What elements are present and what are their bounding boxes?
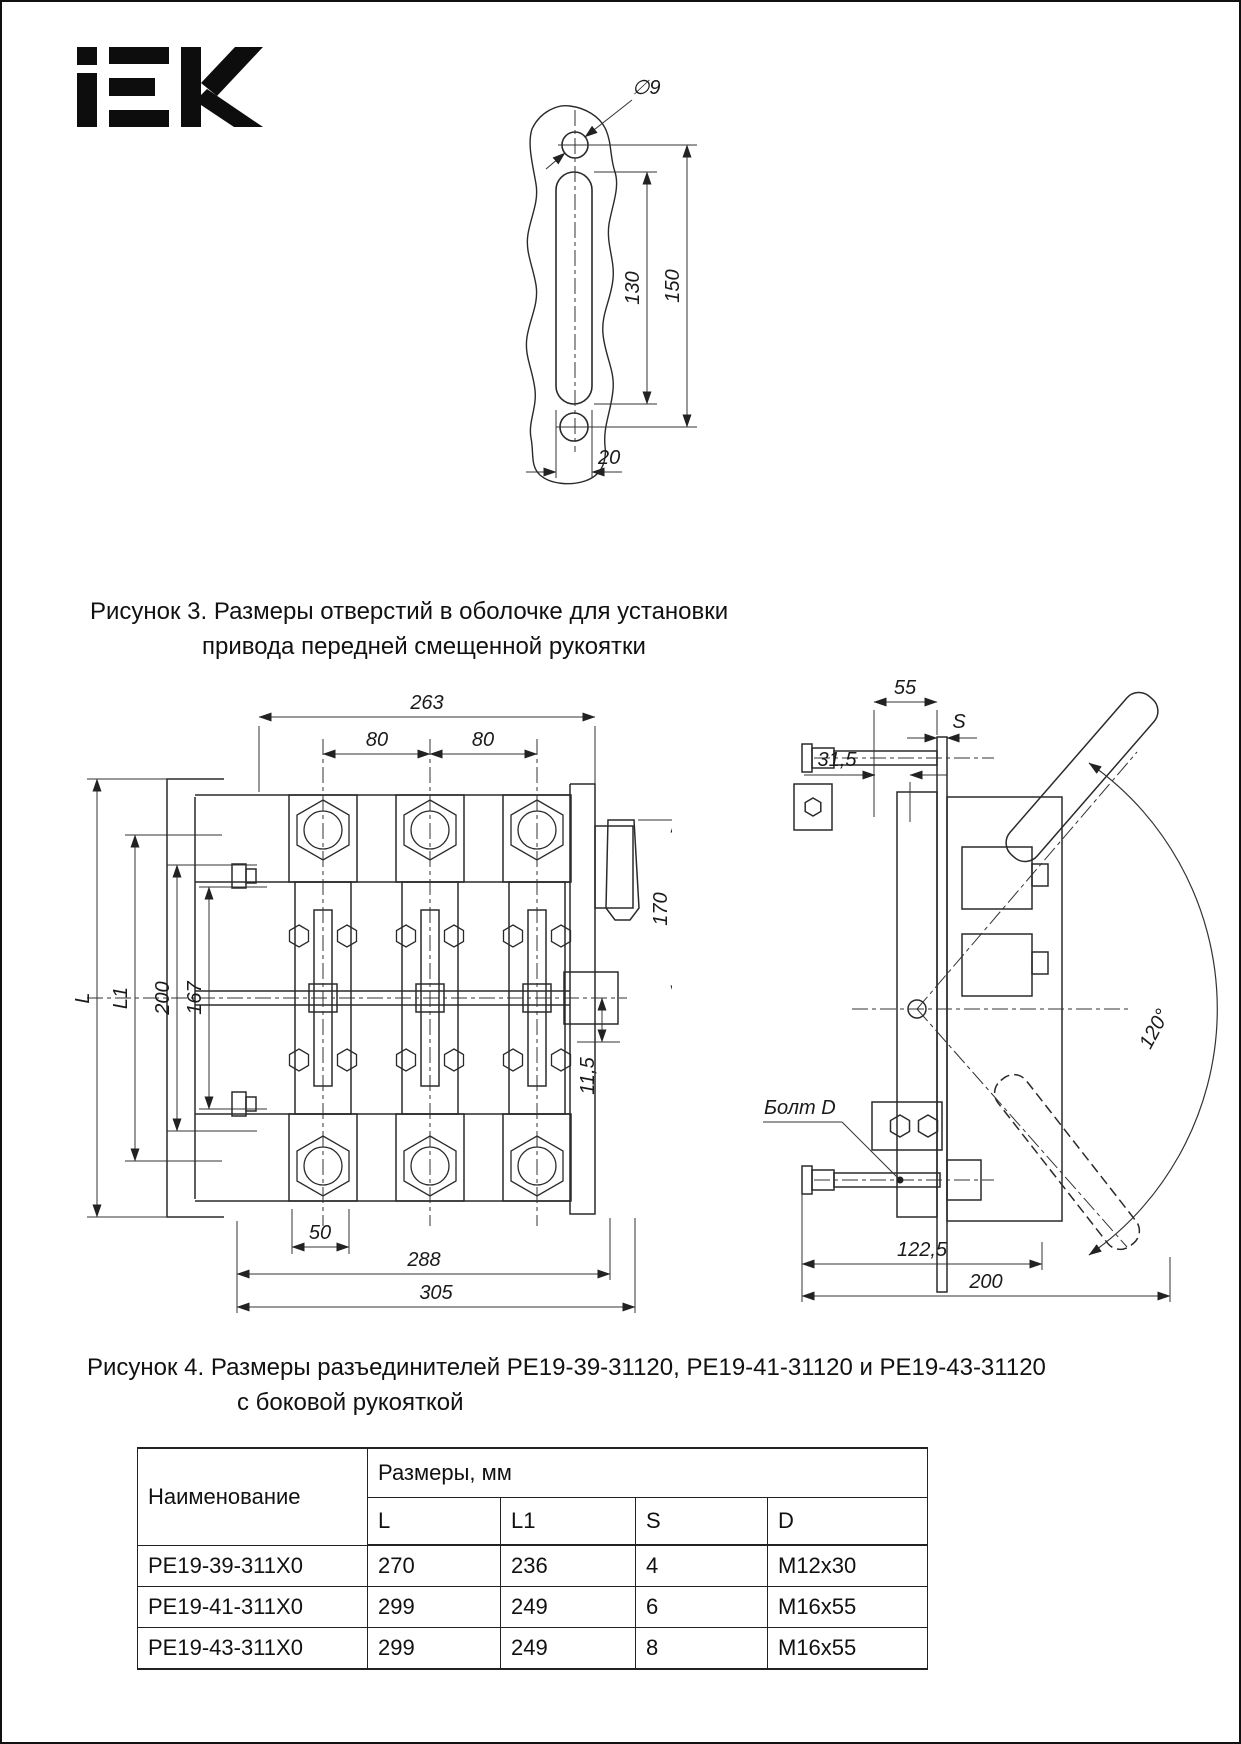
cell-D: M16x55 bbox=[768, 1628, 928, 1670]
iek-logo-graphic bbox=[77, 47, 267, 127]
dim-hole-diameter: ∅9 bbox=[632, 77, 661, 99]
table-col-D: D bbox=[768, 1498, 928, 1546]
dim-width-305: 305 bbox=[419, 1282, 453, 1304]
cell-D: M12x30 bbox=[768, 1545, 928, 1587]
caption-figure3-line2: привода передней смещенной рукоятки bbox=[202, 633, 646, 660]
table-header-dims: Размеры, мм bbox=[368, 1448, 928, 1498]
cell-D: M16x55 bbox=[768, 1587, 928, 1628]
dim-overall-length: 150 bbox=[662, 269, 684, 303]
front-dimension-lines bbox=[87, 717, 672, 1313]
bolt-leader-dot bbox=[897, 1177, 904, 1184]
cell-S: 6 bbox=[636, 1587, 768, 1628]
caption-figure4-line2: с боковой рукояткой bbox=[237, 1389, 464, 1416]
dim-offset-11-5: 11,5 bbox=[577, 1057, 599, 1095]
dim-slot-length: 130 bbox=[622, 271, 644, 305]
handle-slot bbox=[556, 172, 592, 404]
side-dimension-lines bbox=[763, 702, 1170, 1302]
dim-pole-pitch-left: 80 bbox=[365, 729, 389, 751]
dim-plate-thickness: S bbox=[952, 711, 966, 733]
cell-L1: 249 bbox=[501, 1628, 636, 1670]
dim-pad-width-50: 50 bbox=[308, 1222, 332, 1244]
dim-overall-width: 263 bbox=[410, 692, 444, 714]
dim-pole-pitch-right: 80 bbox=[471, 729, 495, 751]
dim-width-122-5: 122,5 bbox=[896, 1239, 948, 1261]
cell-S: 8 bbox=[636, 1628, 768, 1670]
caption-figure3-line1: Рисунок 3. Размеры отверстий в оболочке для установки bbox=[90, 598, 729, 625]
dim-height-L1: L1 bbox=[110, 986, 132, 1010]
cell-S: 4 bbox=[636, 1545, 768, 1587]
dim-handle-angle: 120° bbox=[1135, 1005, 1175, 1053]
table-row bbox=[138, 1545, 928, 1587]
table-row bbox=[138, 1628, 928, 1670]
spec-table bbox=[137, 1447, 928, 1670]
cell-L: 299 bbox=[368, 1628, 501, 1670]
dim-handle-height: 170 bbox=[650, 892, 672, 926]
dim-width-288: 288 bbox=[407, 1249, 441, 1271]
figure4-front-view-drawing bbox=[72, 614, 672, 1314]
caption-figure4-line1: Рисунок 4. Размеры разъединителей РЕ19-39-31120, РЕ19-41-31120 и РЕ19-43-31120 bbox=[87, 1354, 1046, 1381]
iek-logo bbox=[77, 47, 267, 127]
side-handle bbox=[606, 820, 639, 920]
cell-L1: 236 bbox=[501, 1545, 636, 1587]
cell-name: РЕ19-39-311Х0 bbox=[138, 1545, 368, 1587]
spec-table-container bbox=[137, 1447, 928, 1670]
cell-L: 299 bbox=[368, 1587, 501, 1628]
table-col-L: L bbox=[368, 1498, 501, 1546]
table-header-name: Наименование bbox=[138, 1448, 368, 1545]
figure4-side-view-drawing bbox=[702, 602, 1222, 1312]
table-col-L1: L1 bbox=[501, 1498, 636, 1546]
figure3-drawing bbox=[482, 74, 742, 504]
dim-height-167: 167 bbox=[184, 981, 206, 1015]
side-view-body bbox=[794, 686, 1164, 1292]
table-row bbox=[138, 1587, 928, 1628]
cell-L1: 249 bbox=[501, 1587, 636, 1628]
caption-figure4 bbox=[87, 1350, 1087, 1420]
dim-depth-200: 200 bbox=[969, 1271, 1003, 1293]
dim-height-L: L bbox=[72, 992, 94, 1004]
dim-slot-width: 20 bbox=[598, 447, 621, 469]
dim-depth-31-5: 31,5 bbox=[817, 749, 857, 771]
table-col-S: S bbox=[636, 1498, 768, 1546]
label-bolt-d: Болт D bbox=[764, 1097, 836, 1119]
dim-height-200: 200 bbox=[152, 981, 174, 1015]
cell-L: 270 bbox=[368, 1545, 501, 1587]
handle-on-position bbox=[1000, 686, 1165, 868]
cell-name: РЕ19-43-311Х0 bbox=[138, 1628, 368, 1670]
cell-name: РЕ19-41-311Х0 bbox=[138, 1587, 368, 1628]
dim-depth-55: 55 bbox=[893, 677, 917, 699]
